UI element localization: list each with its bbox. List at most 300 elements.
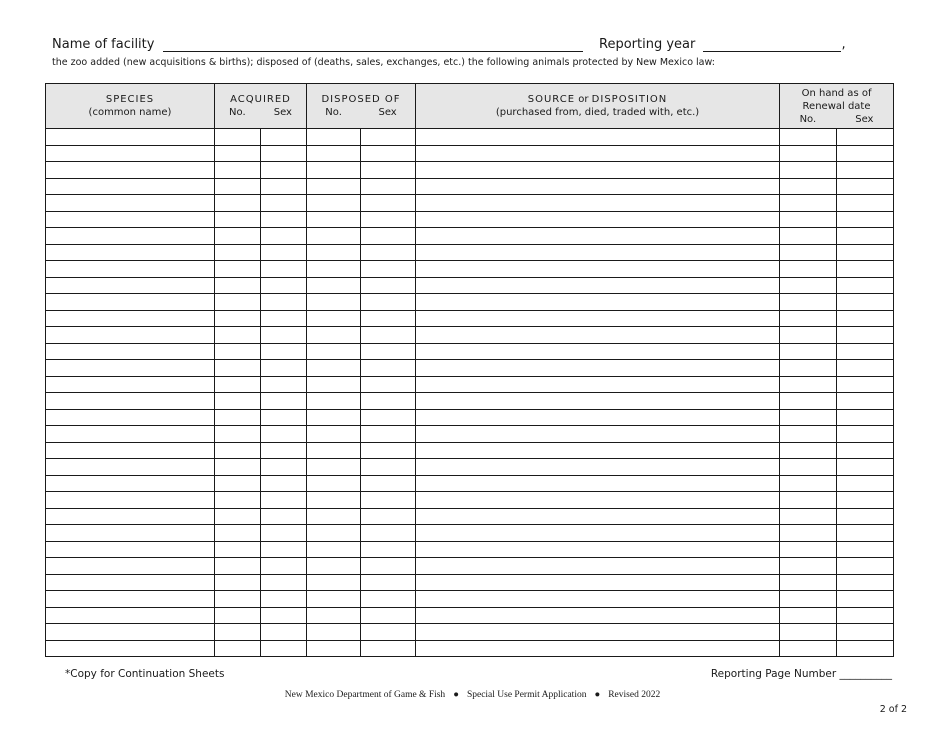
on-hand-no-cell[interactable] — [780, 244, 837, 261]
on-hand-no-cell[interactable] — [780, 624, 837, 641]
disposed-sex-cell[interactable] — [361, 261, 416, 278]
disposed-no-cell[interactable] — [307, 442, 361, 459]
disposed-sex-cell[interactable] — [361, 327, 416, 344]
species-header-sub: (common name) — [88, 107, 172, 118]
disposed-sex-cell[interactable] — [361, 541, 416, 558]
facility-name-input-line[interactable] — [163, 37, 583, 52]
source-cell[interactable] — [416, 195, 780, 212]
source-cell[interactable] — [416, 459, 780, 476]
on-hand-sex-cell[interactable] — [837, 178, 894, 195]
source-cell[interactable] — [416, 261, 780, 278]
on-hand-sex-cell[interactable] — [837, 294, 894, 311]
on-hand-no-cell[interactable] — [780, 327, 837, 344]
species-cell[interactable] — [46, 475, 215, 492]
footer-application: Special Use Permit Application — [466, 690, 587, 700]
table-row — [46, 525, 894, 542]
source-cell[interactable] — [416, 558, 780, 575]
disposed-no-cell[interactable] — [307, 261, 361, 278]
disposed-sex-cell[interactable] — [361, 409, 416, 426]
table-row — [46, 228, 894, 245]
acquired-sex-cell[interactable] — [261, 624, 307, 641]
species-cell[interactable] — [46, 310, 215, 327]
on-hand-sex-cell[interactable] — [837, 129, 894, 146]
species-cell[interactable] — [46, 327, 215, 344]
source-cell[interactable] — [416, 277, 780, 294]
on-hand-sex-cell[interactable] — [837, 591, 894, 608]
acquired-no-cell[interactable] — [215, 393, 261, 410]
acquired-no-cell[interactable] — [215, 310, 261, 327]
on-hand-no-cell[interactable] — [780, 442, 837, 459]
disposed-no-cell[interactable] — [307, 574, 361, 591]
table-row — [46, 558, 894, 575]
source-cell[interactable] — [416, 541, 780, 558]
on-hand-sex-cell[interactable] — [837, 574, 894, 591]
reporting-year-input-line[interactable] — [703, 37, 841, 52]
species-cell[interactable] — [46, 261, 215, 278]
on-hand-no-cell[interactable] — [780, 178, 837, 195]
species-cell[interactable] — [46, 459, 215, 476]
source-cell[interactable] — [416, 211, 780, 228]
disposed-no-cell[interactable] — [307, 607, 361, 624]
acquired-no-cell[interactable] — [215, 376, 261, 393]
acquired-sex-cell[interactable] — [261, 475, 307, 492]
on-hand-no-cell[interactable] — [780, 409, 837, 426]
acquired-sex-cell[interactable] — [261, 261, 307, 278]
on-hand-sex-cell[interactable] — [837, 475, 894, 492]
acquired-sex-cell[interactable] — [261, 409, 307, 426]
disposed-no-cell[interactable] — [307, 178, 361, 195]
disposed-no-cell[interactable] — [307, 376, 361, 393]
disposed-no-cell[interactable] — [307, 343, 361, 360]
species-cell[interactable] — [46, 211, 215, 228]
disposed-no-cell[interactable] — [307, 145, 361, 162]
acquired-no-cell[interactable] — [215, 640, 261, 657]
table-row — [46, 475, 894, 492]
acquired-sex-cell[interactable] — [261, 442, 307, 459]
species-cell[interactable] — [46, 129, 215, 146]
species-cell[interactable] — [46, 508, 215, 525]
animal-log-table — [45, 83, 894, 657]
disposed-no-cell[interactable] — [307, 195, 361, 212]
species-cell[interactable] — [46, 574, 215, 591]
disposed-sex-cell[interactable] — [361, 459, 416, 476]
acquired-no-cell[interactable] — [215, 195, 261, 212]
species-cell[interactable] — [46, 294, 215, 311]
species-cell[interactable] — [46, 145, 215, 162]
on-hand-sex-cell[interactable] — [837, 393, 894, 410]
on-hand-no-cell[interactable] — [780, 277, 837, 294]
source-cell[interactable] — [416, 574, 780, 591]
on-hand-sex-cell[interactable] — [837, 459, 894, 476]
acquired-sex-cell[interactable] — [261, 492, 307, 509]
acquired-sex-cell[interactable] — [261, 376, 307, 393]
on-hand-sex-cell[interactable] — [837, 525, 894, 542]
disposed-sex-cell[interactable] — [361, 591, 416, 608]
acquired-no-cell[interactable] — [215, 574, 261, 591]
source-cell[interactable] — [416, 475, 780, 492]
acquired-no-cell[interactable] — [215, 327, 261, 344]
acquired-no-cell[interactable] — [215, 508, 261, 525]
species-cell[interactable] — [46, 591, 215, 608]
disposed-no-cell[interactable] — [307, 294, 361, 311]
disposed-sex-cell[interactable] — [361, 475, 416, 492]
acquired-sex-cell[interactable] — [261, 574, 307, 591]
disposed-sex-cell[interactable] — [361, 574, 416, 591]
species-cell[interactable] — [46, 228, 215, 245]
acquired-sex-cell[interactable] — [261, 294, 307, 311]
on-hand-no-cell[interactable] — [780, 574, 837, 591]
species-cell[interactable] — [46, 409, 215, 426]
on-hand-sex-cell[interactable] — [837, 640, 894, 657]
acquired-sex-cell[interactable] — [261, 525, 307, 542]
source-cell[interactable] — [416, 360, 780, 377]
on-hand-no-cell[interactable] — [780, 492, 837, 509]
table-row — [46, 393, 894, 410]
acquired-no-cell[interactable] — [215, 228, 261, 245]
on-hand-no-cell[interactable] — [780, 541, 837, 558]
acquired-no-cell[interactable] — [215, 442, 261, 459]
disposed-sex-cell[interactable] — [361, 624, 416, 641]
on-hand-no-cell[interactable] — [780, 393, 837, 410]
table-row — [46, 343, 894, 360]
disposed-sex-cell[interactable] — [361, 129, 416, 146]
on-hand-no-cell[interactable] — [780, 426, 837, 443]
acquired-sex-cell[interactable] — [261, 508, 307, 525]
disposed-no-cell[interactable] — [307, 558, 361, 575]
source-cell[interactable] — [416, 640, 780, 657]
disposed-no-cell[interactable] — [307, 409, 361, 426]
on-hand-sex-cell[interactable] — [837, 145, 894, 162]
disposed-no-cell[interactable] — [307, 162, 361, 179]
disposed-no-cell[interactable] — [307, 426, 361, 443]
acquired-sex-cell[interactable] — [261, 310, 307, 327]
disposed-no-cell[interactable] — [307, 624, 361, 641]
acquired-no-cell[interactable] — [215, 475, 261, 492]
disposed-no-cell[interactable] — [307, 277, 361, 294]
on-hand-no-cell[interactable] — [780, 343, 837, 360]
source-cell[interactable] — [416, 244, 780, 261]
on-hand-no-cell[interactable] — [780, 195, 837, 212]
disposed-no-cell[interactable] — [307, 310, 361, 327]
acquired-no-cell[interactable] — [215, 343, 261, 360]
species-cell[interactable] — [46, 244, 215, 261]
table-row — [46, 591, 894, 608]
on-hand-sex-cell[interactable] — [837, 541, 894, 558]
table-row — [46, 261, 894, 278]
acquired-sex-cell[interactable] — [261, 228, 307, 245]
on-hand-sex-label: Sex — [855, 113, 874, 125]
acquired-sex-cell[interactable] — [261, 145, 307, 162]
on-hand-no-cell[interactable] — [780, 145, 837, 162]
source-header-or: or — [578, 94, 589, 105]
acquired-no-cell[interactable] — [215, 162, 261, 179]
acquired-sex-cell[interactable] — [261, 178, 307, 195]
disposed-no-cell[interactable] — [307, 459, 361, 476]
on-hand-sex-cell[interactable] — [837, 277, 894, 294]
disposed-sex-cell[interactable] — [361, 310, 416, 327]
disposed-no-cell[interactable] — [307, 525, 361, 542]
table-row — [46, 129, 894, 146]
acquired-sex-cell[interactable] — [261, 129, 307, 146]
source-cell[interactable] — [416, 607, 780, 624]
bullet-icon: ● — [453, 690, 459, 700]
source-cell[interactable] — [416, 393, 780, 410]
on-hand-sex-cell[interactable] — [837, 228, 894, 245]
on-hand-sex-cell[interactable] — [837, 492, 894, 509]
acquired-sex-cell[interactable] — [261, 393, 307, 410]
disposed-sex-cell[interactable] — [361, 294, 416, 311]
table-row — [46, 294, 894, 311]
acquired-sex-cell[interactable] — [261, 459, 307, 476]
source-cell[interactable] — [416, 228, 780, 245]
acquired-sex-cell[interactable] — [261, 426, 307, 443]
on-hand-sex-cell[interactable] — [837, 607, 894, 624]
on-hand-header-line2: Renewal date — [802, 100, 871, 112]
acquired-sex-cell[interactable] — [261, 244, 307, 261]
on-hand-no-cell[interactable] — [780, 228, 837, 245]
source-cell[interactable] — [416, 591, 780, 608]
on-hand-sex-cell[interactable] — [837, 327, 894, 344]
species-cell[interactable] — [46, 393, 215, 410]
table-row — [46, 624, 894, 641]
acquired-sex-cell[interactable] — [261, 640, 307, 657]
acquired-header-title: ACQUIRED — [230, 94, 291, 105]
disposed-no-cell[interactable] — [307, 244, 361, 261]
on-hand-no-cell[interactable] — [780, 558, 837, 575]
species-cell[interactable] — [46, 624, 215, 641]
source-cell[interactable] — [416, 426, 780, 443]
on-hand-no-cell[interactable] — [780, 459, 837, 476]
disposed-sex-cell[interactable] — [361, 343, 416, 360]
acquired-no-cell[interactable] — [215, 277, 261, 294]
acquired-no-cell[interactable] — [215, 492, 261, 509]
source-cell[interactable] — [416, 327, 780, 344]
acquired-no-cell[interactable] — [215, 294, 261, 311]
acquired-no-cell[interactable] — [215, 541, 261, 558]
on-hand-no-cell[interactable] — [780, 525, 837, 542]
disposed-sex-cell[interactable] — [361, 162, 416, 179]
on-hand-sex-cell[interactable] — [837, 558, 894, 575]
on-hand-sex-cell[interactable] — [837, 426, 894, 443]
acquired-sex-cell[interactable] — [261, 541, 307, 558]
disposed-no-cell[interactable] — [307, 360, 361, 377]
species-cell[interactable] — [46, 442, 215, 459]
disposed-sex-cell[interactable] — [361, 607, 416, 624]
acquired-sex-cell[interactable] — [261, 558, 307, 575]
source-cell[interactable] — [416, 442, 780, 459]
disposed-sex-cell[interactable] — [361, 525, 416, 542]
table-row — [46, 277, 894, 294]
species-cell[interactable] — [46, 492, 215, 509]
disposed-header — [307, 84, 416, 129]
source-cell[interactable] — [416, 129, 780, 146]
disposed-sex-cell[interactable] — [361, 277, 416, 294]
disposed-sex-cell[interactable] — [361, 426, 416, 443]
disposed-sex-cell[interactable] — [361, 393, 416, 410]
on-hand-sex-cell[interactable] — [837, 360, 894, 377]
on-hand-no-cell[interactable] — [780, 310, 837, 327]
species-cell[interactable] — [46, 640, 215, 657]
source-cell[interactable] — [416, 492, 780, 509]
acquired-header — [215, 84, 307, 129]
on-hand-no-cell[interactable] — [780, 162, 837, 179]
disposed-no-cell[interactable] — [307, 508, 361, 525]
on-hand-no-cell[interactable] — [780, 261, 837, 278]
on-hand-no-cell[interactable] — [780, 475, 837, 492]
acquired-sex-cell[interactable] — [261, 277, 307, 294]
disposed-sex-cell[interactable] — [361, 640, 416, 657]
table-body — [46, 129, 894, 657]
acquired-no-cell[interactable] — [215, 409, 261, 426]
source-header — [416, 84, 780, 129]
page-indicator: 2 of 2 — [879, 704, 907, 715]
acquired-no-cell[interactable] — [215, 558, 261, 575]
table-row — [46, 376, 894, 393]
source-cell[interactable] — [416, 162, 780, 179]
disposed-sex-cell[interactable] — [361, 508, 416, 525]
acquired-sex-cell[interactable] — [261, 195, 307, 212]
on-hand-sex-cell[interactable] — [837, 409, 894, 426]
on-hand-sex-cell[interactable] — [837, 442, 894, 459]
on-hand-no-cell[interactable] — [780, 508, 837, 525]
species-cell[interactable] — [46, 178, 215, 195]
on-hand-sex-cell[interactable] — [837, 244, 894, 261]
disposed-no-cell[interactable] — [307, 591, 361, 608]
reporting-year-field — [599, 37, 846, 52]
source-cell[interactable] — [416, 508, 780, 525]
table-row — [46, 244, 894, 261]
on-hand-sex-cell[interactable] — [837, 508, 894, 525]
acquired-no-cell[interactable] — [215, 145, 261, 162]
acquired-no-cell[interactable] — [215, 624, 261, 641]
footer-revised: Revised 2022 — [608, 690, 661, 700]
acquired-no-cell[interactable] — [215, 211, 261, 228]
acquired-sex-cell[interactable] — [261, 162, 307, 179]
on-hand-no-cell[interactable] — [780, 640, 837, 657]
disposed-sex-cell[interactable] — [361, 492, 416, 509]
acquired-sex-cell[interactable] — [261, 607, 307, 624]
on-hand-no-cell[interactable] — [780, 360, 837, 377]
species-cell[interactable] — [46, 607, 215, 624]
species-header — [46, 84, 215, 129]
on-hand-sex-cell[interactable] — [837, 376, 894, 393]
disposed-sex-cell[interactable] — [361, 228, 416, 245]
acquired-no-label: No. — [229, 107, 246, 118]
species-cell[interactable] — [46, 541, 215, 558]
on-hand-no-cell[interactable] — [780, 294, 837, 311]
acquired-no-cell[interactable] — [215, 178, 261, 195]
on-hand-sex-cell[interactable] — [837, 195, 894, 212]
on-hand-no-cell[interactable] — [780, 607, 837, 624]
acquired-sex-label: Sex — [273, 107, 292, 118]
acquired-no-cell[interactable] — [215, 360, 261, 377]
table-row — [46, 409, 894, 426]
table-row — [46, 327, 894, 344]
table-row — [46, 574, 894, 591]
disposed-sex-cell[interactable] — [361, 178, 416, 195]
source-cell[interactable] — [416, 178, 780, 195]
disposed-sex-cell[interactable] — [361, 244, 416, 261]
on-hand-sex-cell[interactable] — [837, 310, 894, 327]
species-cell[interactable] — [46, 195, 215, 212]
source-cell[interactable] — [416, 409, 780, 426]
acquired-no-cell[interactable] — [215, 525, 261, 542]
disposed-no-cell[interactable] — [307, 228, 361, 245]
acquired-sex-cell[interactable] — [261, 343, 307, 360]
source-cell[interactable] — [416, 294, 780, 311]
disposed-no-cell[interactable] — [307, 327, 361, 344]
acquired-sex-cell[interactable] — [261, 327, 307, 344]
on-hand-no-cell[interactable] — [780, 129, 837, 146]
acquired-no-cell[interactable] — [215, 591, 261, 608]
on-hand-sex-cell[interactable] — [837, 162, 894, 179]
table-row — [46, 162, 894, 179]
on-hand-sex-cell[interactable] — [837, 343, 894, 360]
source-cell[interactable] — [416, 624, 780, 641]
source-cell[interactable] — [416, 310, 780, 327]
acquired-sex-cell[interactable] — [261, 211, 307, 228]
table-row — [46, 459, 894, 476]
species-cell[interactable] — [46, 376, 215, 393]
disposed-no-cell[interactable] — [307, 129, 361, 146]
disposed-sex-cell[interactable] — [361, 376, 416, 393]
on-hand-no-cell[interactable] — [780, 591, 837, 608]
acquired-sex-cell[interactable] — [261, 360, 307, 377]
acquired-no-cell[interactable] — [215, 426, 261, 443]
acquired-no-cell[interactable] — [215, 607, 261, 624]
on-hand-no-cell[interactable] — [780, 376, 837, 393]
disposed-no-cell[interactable] — [307, 541, 361, 558]
on-hand-header — [780, 84, 894, 129]
on-hand-sex-cell[interactable] — [837, 261, 894, 278]
disposed-sex-cell[interactable] — [361, 195, 416, 212]
acquired-no-cell[interactable] — [215, 244, 261, 261]
disposed-sex-cell[interactable] — [361, 558, 416, 575]
acquired-no-cell[interactable] — [215, 129, 261, 146]
disposed-no-cell[interactable] — [307, 211, 361, 228]
source-cell[interactable] — [416, 525, 780, 542]
disposed-no-cell[interactable] — [307, 475, 361, 492]
acquired-no-cell[interactable] — [215, 459, 261, 476]
table-row — [46, 178, 894, 195]
disposed-sex-cell[interactable] — [361, 211, 416, 228]
disposed-sex-cell[interactable] — [361, 442, 416, 459]
acquired-no-cell[interactable] — [215, 261, 261, 278]
disposed-sex-cell[interactable] — [361, 360, 416, 377]
species-cell[interactable] — [46, 360, 215, 377]
species-cell[interactable] — [46, 558, 215, 575]
source-cell[interactable] — [416, 145, 780, 162]
species-cell[interactable] — [46, 525, 215, 542]
disposed-no-cell[interactable] — [307, 640, 361, 657]
on-hand-sex-cell[interactable] — [837, 624, 894, 641]
disposed-no-cell[interactable] — [307, 393, 361, 410]
acquired-sex-cell[interactable] — [261, 591, 307, 608]
on-hand-sex-cell[interactable] — [837, 211, 894, 228]
on-hand-no-cell[interactable] — [780, 211, 837, 228]
disposed-sex-cell[interactable] — [361, 145, 416, 162]
species-cell[interactable] — [46, 426, 215, 443]
source-header-sub: (purchased from, died, traded with, etc.) — [495, 107, 700, 118]
species-cell[interactable] — [46, 162, 215, 179]
on-hand-header-line1: On hand as of — [801, 87, 872, 99]
source-cell[interactable] — [416, 343, 780, 360]
disposed-no-cell[interactable] — [307, 492, 361, 509]
species-cell[interactable] — [46, 277, 215, 294]
source-cell[interactable] — [416, 376, 780, 393]
species-cell[interactable] — [46, 343, 215, 360]
reporting-page-number-field[interactable]: Reporting Page Number __________ — [710, 668, 892, 680]
